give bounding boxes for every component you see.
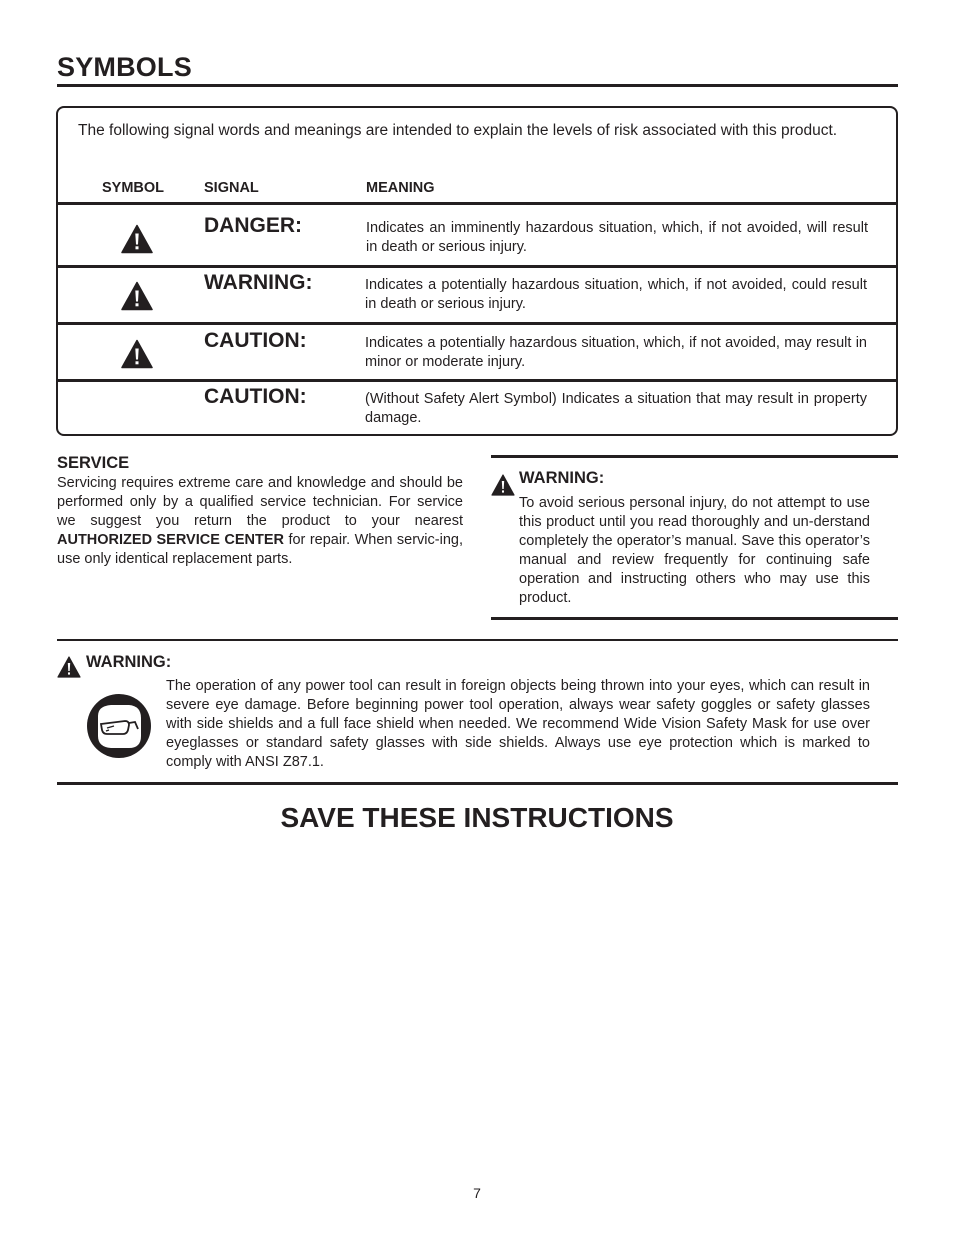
- signal-meaning-warning: Indicates a potentially hazardous situation, which, if not avoided, could result in death or serious injury.: [365, 277, 867, 312]
- service-center-emphasis: AUTHORIZED SERVICE CENTER: [57, 532, 284, 548]
- row-divider: [58, 202, 896, 205]
- eye-protection-warning-heading: WARNING:: [86, 653, 172, 671]
- signal-meaning-caution: Indicates a potentially hazardous situation, which, if not avoided, may result in minor or moderate injury.: [365, 335, 867, 370]
- column-header-signal: SIGNAL: [204, 180, 259, 196]
- warning-top-rule: [491, 455, 898, 458]
- safety-alert-icon: [57, 656, 81, 678]
- eye-warning-bottom-rule: [57, 782, 898, 785]
- service-heading: SERVICE: [57, 454, 130, 472]
- eye-warning-top-rule: [57, 639, 898, 641]
- safety-alert-icon: [121, 339, 153, 369]
- page-number: 7: [473, 1185, 481, 1201]
- signal-word-danger: DANGER:: [204, 214, 302, 237]
- warning-bottom-rule: [491, 617, 898, 620]
- signal-intro-text: The following signal words and meanings are intended to explain the levels of risk associated with this product.: [78, 122, 838, 139]
- save-instructions-title: SAVE THESE INSTRUCTIONS: [280, 802, 674, 833]
- service-text: [57, 474, 463, 569]
- service-text-part: for repair. When servic-ing, use only identical replacement parts.: [57, 532, 463, 567]
- row-divider: [58, 379, 896, 382]
- row-divider: [58, 322, 896, 325]
- signal-word-caution-property: CAUTION:: [204, 385, 307, 408]
- signal-word-warning: WARNING:: [204, 271, 313, 294]
- page-title: SYMBOLS: [57, 52, 192, 82]
- signal-word-caution: CAUTION:: [204, 329, 307, 352]
- safety-alert-icon: [121, 224, 153, 254]
- signal-words-box: [56, 106, 898, 436]
- service-text-part: Servicing requires extreme care and knowledge and should be performed only by a qualified service technician. For service we suggest you return the product to your nearest: [57, 475, 463, 529]
- signal-meaning-caution-property: (Without Safety Alert Symbol) Indicates a situation that may result in property damage.: [365, 391, 867, 426]
- operator-manual-warning-text: To avoid serious personal injury, do not attempt to use this product until you read thoroughly and un-derstand completely the operator’s manual. Save this operator’s manual and review frequently for continuing safe operation and instructing others who may use this product.: [519, 495, 870, 606]
- title-rule: [57, 84, 898, 87]
- safety-goggles-icon: [85, 692, 153, 760]
- safety-alert-icon: [491, 474, 515, 496]
- signal-meaning-danger: Indicates an imminently hazardous situation, which, if not avoided, will result in death or serious injury.: [366, 220, 868, 255]
- eye-protection-warning-text: The operation of any power tool can result in foreign objects being thrown into your eyes, which can result in severe eye damage. Before beginning power tool operation, always wear safety goggles or safety glasses with side shields and a full face shield when needed. We recommend Wide Vision Safety Mask for use over eyeglasses or standard safety glasses with side shields. Always use eye protection which is marked to comply with ANSI Z87.1.: [166, 678, 870, 770]
- row-divider: [58, 265, 896, 268]
- column-header-symbol: SYMBOL: [102, 180, 165, 196]
- column-header-meaning: MEANING: [366, 180, 435, 196]
- operator-manual-warning-heading: WARNING:: [519, 469, 605, 487]
- safety-alert-icon: [121, 281, 153, 311]
